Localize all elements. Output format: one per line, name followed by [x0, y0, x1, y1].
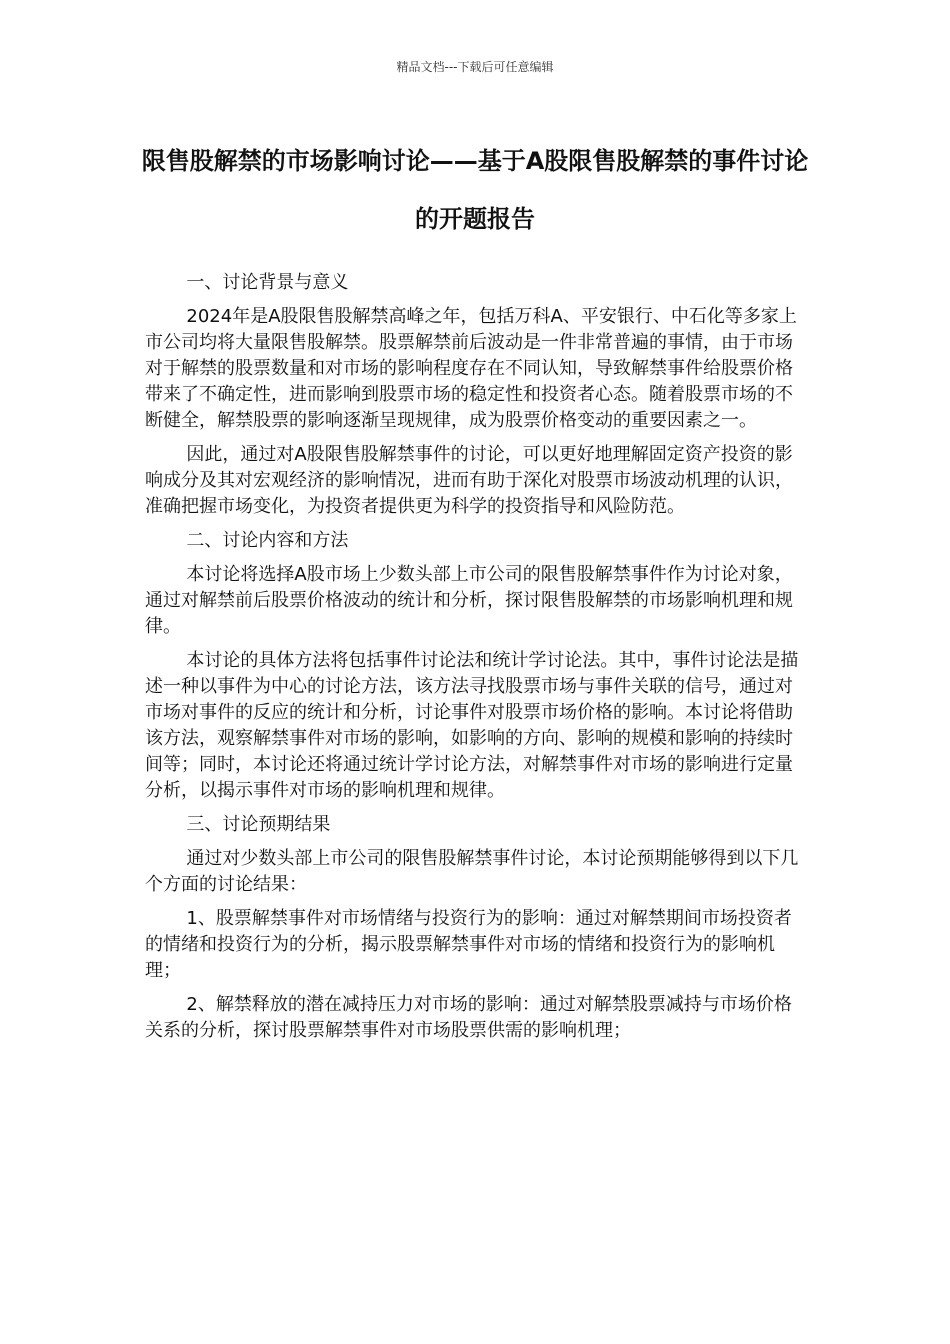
section-heading-content-method: 二、讨论内容和方法 [186, 530, 349, 551]
section-heading-background: 一、讨论背景与意义 [186, 272, 349, 293]
body-paragraph: 本讨论将选择A股市场上少数头部上市公司的限售股解禁事件作为讨论对象，通过对解禁前后股票价格波动的统计和分析，探讨限售股解禁的市场影响机理和规律。 [145, 564, 793, 637]
section-heading-expected-results: 三、讨论预期结果 [186, 814, 331, 835]
body-paragraph: 本讨论的具体方法将包括事件讨论法和统计学讨论法。其中，事件讨论法是描述一种以事件为中心的讨论方法，该方法寻找股票市场与事件关联的信号，通过对市场对事件的反应的统计和分析，讨论事件对股票市场价格的影响。本讨论将借助该方法，观察解禁事件对市场的影响，如影响的方向、影响的规模和影响的持续时间等；同时，本讨论还将通过统计学讨论方法，对解禁事件对市场的影响进行定量分析，以揭示事件对市场的影响机理和规律。 [145, 650, 799, 801]
page-header-note: 精品文档---下载后可任意编辑 [396, 60, 554, 74]
document-body [145, 270, 805, 1052]
list-item-result-1: 1、股票解禁事件对市场情绪与投资行为的影响：通过对解禁期间市场投资者的情绪和投资行为的分析，揭示股票解禁事件对市场的情绪和投资行为的影响机理； [145, 908, 792, 981]
body-paragraph: 因此，通过对A股限售股解禁事件的讨论，可以更好地理解固定资产投资的影响成分及其对宏观经济的影响情况，进而有助于深化对股票市场波动机理的认识，准确把握市场变化，为投资者提供更为科学的投资指导和风险防范。 [145, 444, 793, 517]
body-paragraph: 通过对少数头部上市公司的限售股解禁事件讨论，本讨论预期能够得到以下几个方面的讨论结果： [145, 848, 799, 895]
list-item-result-2: 2、解禁释放的潜在减持压力对市场的影响：通过对解禁股票减持与市场价格关系的分析，探讨股票解禁事件对市场股票供需的影响机理； [145, 994, 792, 1041]
body-paragraph: 2024年是A股限售股解禁高峰之年，包括万科A、平安银行、中石化等多家上市公司均将大量限售股解禁。股票解禁前后波动是一件非常普遍的事情，由于市场对于解禁的股票数量和对市场的影响程度存在不同认知，导致解禁事件给股票价格带来了不确定性，进而影响到股票市场的稳定性和投资者心态。随着股票市场的不断健全，解禁股票的影响逐渐呈现规律，成为股票价格变动的重要因素之一。 [145, 306, 797, 431]
document-title: 限售股解禁的市场影响讨论——基于A股限售股解禁的事件讨论的开题报告 [141, 147, 809, 233]
